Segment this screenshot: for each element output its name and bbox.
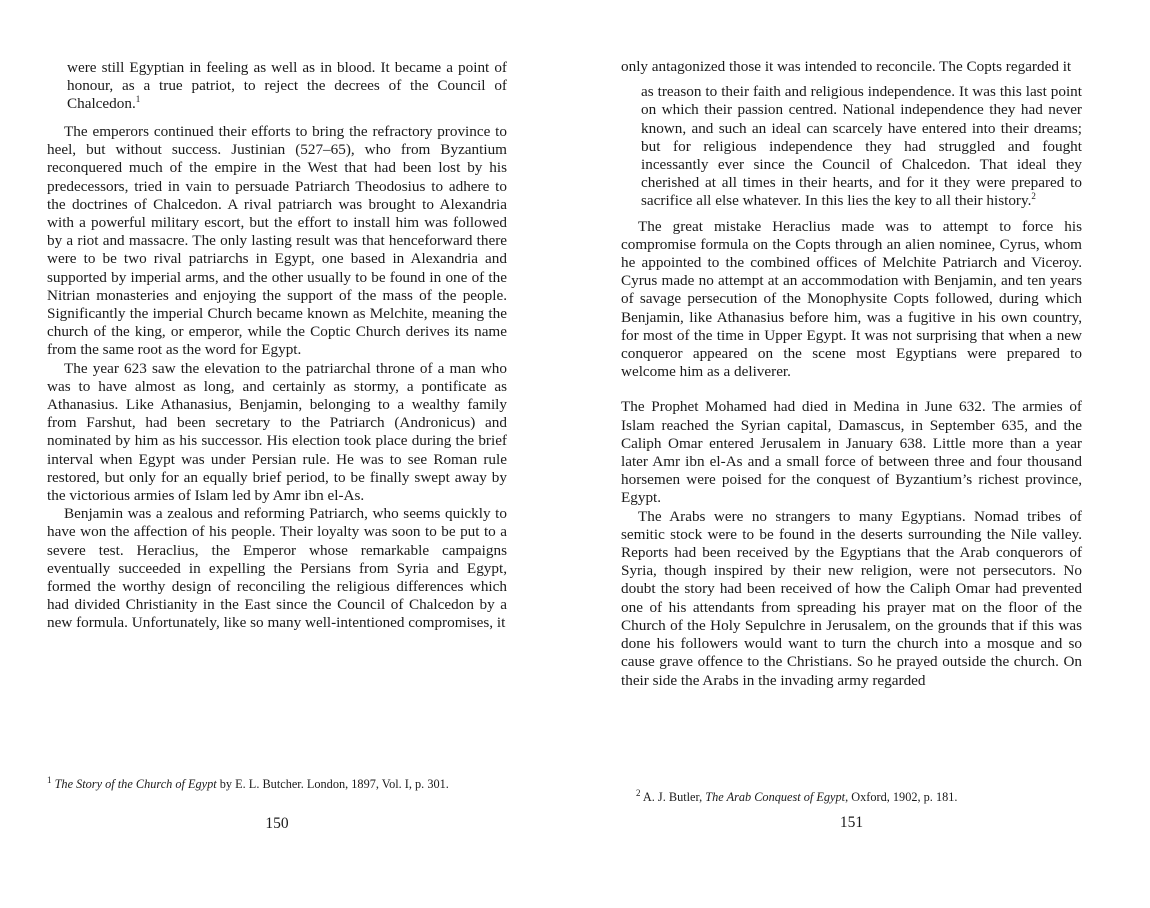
block-quote: as treason to their faith and religious independence. It was this last point on which their passion centred. National independence they had never known, and such an ideal can scarcely have entered into their dreams; but for religious independence they had struggled and fought incessantly ever since the Council of Chalcedon. That ideal they cherished at all times in their hearts, and for it they were prepared to sacrifice all else whatever. In this lies the key to all their history.$^2$ xyxy=(641,83,1082,210)
footnote-marker: 2 xyxy=(636,787,641,798)
body-text xyxy=(621,58,1082,690)
paragraph: Benjamin was a zealous and reforming Patriarch, who seems quickly to have won the affection of his people. Their loyalty was soon to be put to a severe test. Heraclius, the Emperor whose remarkable campaigns eventually succeeded in expelling the Persians from Syria and Egypt, formed the worthy design of reconciling the religious differences which had divided Christianity in the East since the Council of Chalcedon by a new formula. Unfortunately, like so many well-intentioned compromises, it xyxy=(47,505,507,632)
paragraph: The year 623 saw the elevation to the patriarchal throne of a man who was to have almost as long, and certainly as stormy, a pontificate as Athanasius. Like Athanasius, Benjamin, belonging to a wealthy family from Farshut, had been secretary to the Patriarch (Andronicus) and nominated by him as his successor. His election took place during the brief interval when Egypt was under Persian rule. He was to see Roman rule restored, but only for an equally brief period, to be finally swept away by the victorious armies of Islam led by Amr ibn el-As. xyxy=(47,359,507,505)
paragraph: The Prophet Mohamed had died in Medina in June 632. The armies of Islam reached the Syrian capital, Damascus, in September 635, and the Caliph Omar entered Jerusalem in January 638. Little more than a year later Amr ibn el-As and a small force of between three and four thousand horsemen were poised for the conquest of Byzantium’s richest province, Egypt. xyxy=(621,398,1082,507)
paragraph: The great mistake Heraclius made was to attempt to force his compromise formula on the Copts through an alien nominee, Cyrus, whom he appointed to the combined offices of Melchite Patriarch and Viceroy. Cyrus made no attempt at an accommodation with Benjamin, and ten years of savage persecution of the Monophysite Copts followed, during which Benjamin, like Athanasius before him, was a fugitive in his own country, for most of the time in Upper Egypt. It was not surprising that when a new conqueror appeared on the scene most Egyptians were prepared to welcome him as a deliverer. xyxy=(621,217,1082,381)
footnote-title: The Arab Conquest of Egypt xyxy=(705,790,846,804)
footnote-text: by E. L. Butcher. London, 1897, Vol. I, p. 301. xyxy=(216,777,449,791)
paragraph: only antagonized those it was intended to reconcile. The Copts regarded it xyxy=(621,58,1072,75)
left-page xyxy=(47,0,507,908)
paragraph: The emperors continued their efforts to bring the refractory province to heel, but without success. Justinian (527–65), who from Byzantium reconquered much of the empire in the West that had been lost by his predecessors, tried in vain to persuade Patriarch Theodosius to adhere to the doctrines of Chalcedon. A rival patriarch was brought to Alexandria with a powerful military escort, but the effort to install him was followed by a riot and massacre. The only lasting result was that henceforward there were to be two rival patriarchs in Egypt, one based in Alexandria and supported by imperial arms, and the other usually to be found in one of the Nitrian monasteries and enjoying the support of the mass of the people. Significantly the imperial Church became known as Melchite, meaning the church of the king, or emperor, while the Coptic Church derives its name from the same root as the word for Egypt. xyxy=(47,123,507,359)
paragraph: The Arabs were no strangers to many Egyptians. Nomad tribes of semitic stock were to be found in the deserts surrounding the Nile valley. Reports had been received by the Egyptians that the Arab conquerors of Syria, though inspired by their new religion, were not persecutors. No doubt the story had been received of how the Caliph Omar had prevented one of his attendants from spreading his prayer mat on the floor of the Church of the Holy Sepulchre in Jerusalem, on the grounds that if this was done his followers would want to turn the church into a mosque and so cause grave offence to the Christians. So he prayed outside the church. On their side the Arabs in the invading army regarded xyxy=(621,507,1082,689)
footnote-author: A. J. Butler, xyxy=(642,790,706,804)
footnote-ref: 1 xyxy=(135,94,141,105)
body-text xyxy=(47,123,507,633)
right-page xyxy=(621,0,1082,908)
page-number: 150 xyxy=(265,815,289,832)
footnote-title: The Story of the Church of Egypt xyxy=(54,777,217,791)
footnote xyxy=(47,776,507,792)
quote-continuation: were still Egyptian in feeling as well as in blood. It became a point of honour, as a true patriot, to reject the decrees of the Council of Chalcedon.$^1$ xyxy=(67,59,507,113)
footnote xyxy=(636,789,1076,805)
footnote-ref: 2 xyxy=(1031,191,1036,202)
page-number: 151 xyxy=(839,814,864,831)
footnote-marker: 1 xyxy=(47,774,52,785)
footnote-text: , Oxford, 1902, p. 181. xyxy=(845,790,958,804)
